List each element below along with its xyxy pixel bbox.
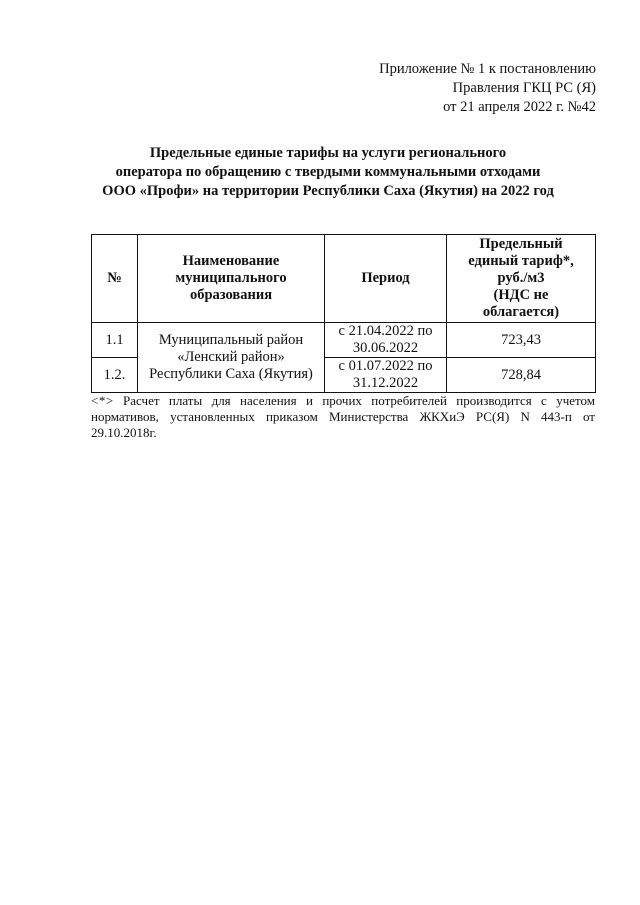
header-municipality: Наименование муниципального образования <box>138 235 325 323</box>
table-header-row <box>92 235 596 323</box>
appendix-line-2: Правления ГКЦ РС (Я) <box>452 80 596 96</box>
appendix-line-1: Приложение № 1 к постановлению <box>379 61 596 77</box>
row-number: 1.2. <box>92 358 138 393</box>
municipality-cell: Муниципальный район «Ленский район» Республики Саха (Якутия) <box>138 323 325 393</box>
title-line-2: оператора по обращению с твердыми коммунальными отходами <box>115 164 541 180</box>
row-number: 1.1 <box>92 323 138 358</box>
row-period: с 01.07.2022 по 31.12.2022 <box>325 358 447 393</box>
footnote-text: Расчет платы для населения и прочих потребителей производится с учетом нормативов, установленных приказом Министерства ЖКХиЭ РС(Я) N 443-п от 29.10.2018г. <box>91 393 596 440</box>
tariff-table <box>91 234 596 393</box>
table-row <box>92 323 596 358</box>
title-line-3: ООО «Профи» на территории Республики Саха (Якутия) на 2022 год <box>102 183 554 199</box>
appendix-header <box>379 60 596 117</box>
row-period: с 21.04.2022 по 30.06.2022 <box>325 323 447 358</box>
row-tariff: 728,84 <box>447 358 596 393</box>
footnote <box>91 393 595 441</box>
appendix-line-3: от 21 апреля 2022 г. №42 <box>443 99 596 115</box>
document-title <box>60 144 596 201</box>
footnote-mark: <*> <box>91 393 114 408</box>
header-tariff: Предельный единый тариф*, руб./м3 (НДС не облагается) <box>447 235 596 323</box>
row-tariff: 723,43 <box>447 323 596 358</box>
header-period: Период <box>325 235 447 323</box>
header-number: № <box>92 235 138 323</box>
title-line-1: Предельные единые тарифы на услуги регионального <box>149 145 507 161</box>
